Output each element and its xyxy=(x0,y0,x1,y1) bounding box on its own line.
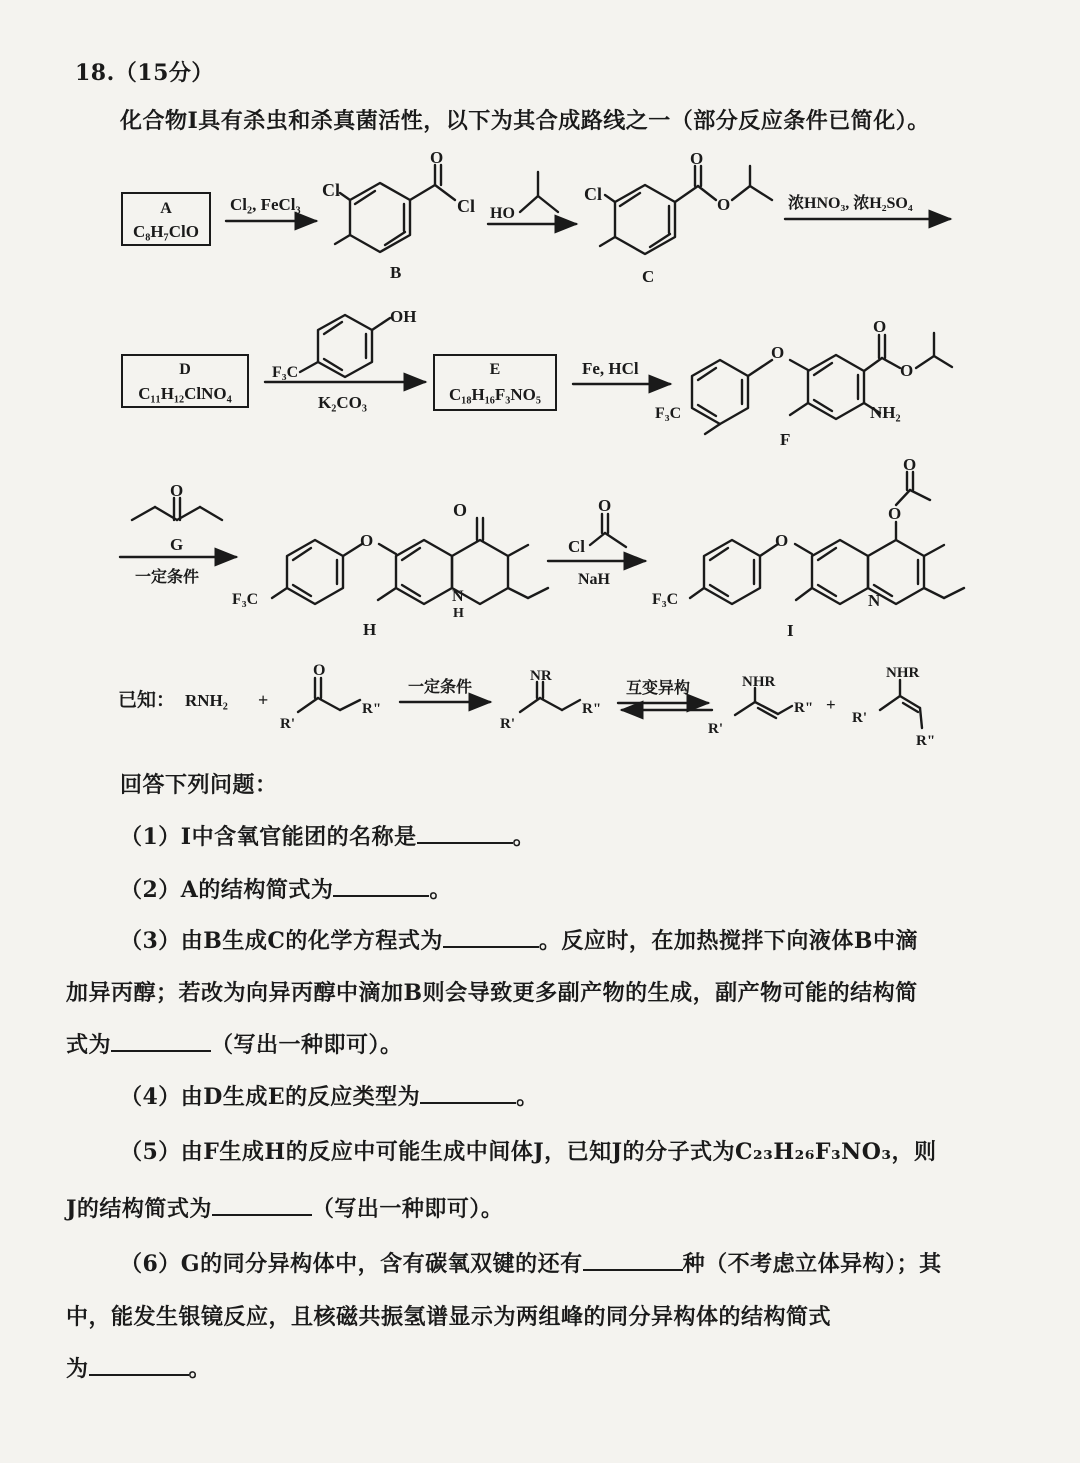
answer-prompt: 回答下列问题： xyxy=(120,772,278,798)
svg-text:已知：: 已知： xyxy=(118,690,176,711)
svg-text:N: N xyxy=(452,588,464,605)
reagent-4-phenol xyxy=(272,307,416,381)
compound-h-label: H xyxy=(363,620,377,639)
known-reaction xyxy=(118,662,935,749)
question-6-line-1: （6）G的同分异构体中，含有碳氧双键的还有 种（不考虑立体异构）；其 xyxy=(120,1251,942,1277)
svg-text:O: O xyxy=(717,195,731,214)
svg-text:Cl: Cl xyxy=(584,184,602,204)
svg-text:NHR: NHR xyxy=(742,674,776,690)
svg-text:O: O xyxy=(453,500,468,520)
question-6-line-2: 中，能发生银镜反应，且核磁共振氢谱显示为两组峰的同分异构体的结构简式 xyxy=(66,1304,832,1330)
svg-text:C₁₁H₁₂ClNO₄: C₁₁H₁₂ClNO₄ xyxy=(138,384,232,403)
svg-text:+: + xyxy=(826,695,836,714)
question-5-line-2: J的结构简式为 （写出一种即可）。 xyxy=(66,1196,504,1222)
svg-text:O: O xyxy=(771,343,785,362)
compound-c-label: C xyxy=(642,267,655,286)
compound-f-structure xyxy=(655,317,952,449)
svg-text:O: O xyxy=(313,662,326,679)
compound-a-formula: C₈H₇ClO xyxy=(133,222,199,241)
answer-blank-6a[interactable] xyxy=(583,1269,683,1271)
svg-text:+: + xyxy=(258,690,269,710)
svg-text:O: O xyxy=(360,531,374,550)
reagent-5: Fe, HCl xyxy=(582,359,639,378)
compound-e-box xyxy=(434,355,556,410)
question-3-line-3: 式为 （写出一种即可）。 xyxy=(66,1032,403,1058)
reagent-3: 浓HNO₃, 浓H₂SO₄ xyxy=(788,195,913,212)
reagent-g-structure xyxy=(132,481,222,554)
svg-text:O: O xyxy=(690,149,704,168)
svg-text:D: D xyxy=(179,361,191,378)
svg-text:R": R" xyxy=(582,701,602,717)
answer-blank-6b[interactable] xyxy=(89,1374,189,1376)
svg-text:O: O xyxy=(873,317,887,336)
svg-text:NHR: NHR xyxy=(886,665,920,681)
compound-i-label: I xyxy=(787,621,794,640)
svg-text:R': R' xyxy=(500,716,515,732)
svg-text:Cl: Cl xyxy=(568,537,585,556)
answer-blank-3b[interactable] xyxy=(111,1050,211,1052)
svg-text:R": R" xyxy=(794,700,814,716)
compound-h-structure xyxy=(232,500,548,639)
compound-c-structure xyxy=(584,149,772,286)
svg-text:R": R" xyxy=(362,701,382,717)
question-3-line-1: （3）由B生成C的化学方程式为 。反应时，在加热搅拌下向液体B中滴 xyxy=(120,928,919,954)
svg-text:Cl: Cl xyxy=(322,180,340,200)
svg-text:F₃C: F₃C xyxy=(655,405,682,422)
svg-text:R': R' xyxy=(280,716,295,732)
svg-text:N: N xyxy=(868,591,881,610)
answer-blank-5[interactable] xyxy=(212,1214,312,1216)
svg-text:O: O xyxy=(430,148,444,167)
svg-text:O: O xyxy=(775,531,789,550)
reagent-1: Cl₂, FeCl₃ xyxy=(230,195,301,214)
reagent-6: 一定条件 xyxy=(135,569,200,586)
svg-text:O: O xyxy=(170,481,184,500)
question-intro: 化合物I具有杀虫和杀真菌活性，以下为其合成路线之一（部分反应条件已简化）。 xyxy=(120,108,930,134)
svg-text:OH: OH xyxy=(390,307,417,326)
compound-g-label: G xyxy=(170,535,184,554)
question-1: （1）I中含氧官能团的名称是 。 xyxy=(120,824,536,850)
reagent-2: HO xyxy=(490,205,515,222)
svg-text:F₃C: F₃C xyxy=(652,591,679,608)
compound-i-structure xyxy=(652,455,964,640)
compound-d-box xyxy=(122,355,248,407)
svg-text:O: O xyxy=(903,455,917,474)
answer-blank-3a[interactable] xyxy=(443,946,539,948)
svg-text:R": R" xyxy=(916,733,936,749)
svg-text:O: O xyxy=(888,504,902,523)
svg-text:R': R' xyxy=(852,710,867,726)
question-number: 18.（15分） xyxy=(75,60,214,86)
reagent-7-base: NaH xyxy=(578,571,610,588)
compound-f-label: F xyxy=(780,430,791,449)
compound-a-box xyxy=(122,193,210,245)
reagent-7-acetyl-chloride xyxy=(568,496,626,556)
svg-text:O: O xyxy=(598,496,612,515)
svg-text:O: O xyxy=(900,361,914,380)
question-2: （2）A的结构简式为 。 xyxy=(120,877,452,903)
svg-text:R': R' xyxy=(708,721,723,737)
svg-text:F₃C: F₃C xyxy=(232,591,259,608)
svg-text:H: H xyxy=(453,606,464,621)
compound-b-label: B xyxy=(390,263,402,282)
answer-blank-1[interactable] xyxy=(417,842,513,844)
answer-blank-4[interactable] xyxy=(420,1102,516,1104)
svg-text:互变异构: 互变异构 xyxy=(626,680,691,697)
svg-text:RNH₂: RNH₂ xyxy=(185,691,228,710)
compound-b-structure xyxy=(322,148,475,282)
svg-text:C₁₈H₁₆F₃NO₅: C₁₈H₁₆F₃NO₅ xyxy=(449,385,541,404)
svg-text:F₃C: F₃C xyxy=(272,364,299,381)
question-4: （4）由D生成E的反应类型为 。 xyxy=(120,1084,539,1110)
svg-text:NR: NR xyxy=(530,668,552,684)
svg-text:NH₂: NH₂ xyxy=(870,403,901,422)
question-3-line-2: 加异丙醇；若改为向异丙醇中滴加B则会导致更多副产物的生成，副产物可能的结构简 xyxy=(66,980,918,1006)
answer-blank-2[interactable] xyxy=(333,895,429,897)
question-5-line-1: （5）由F生成H的反应中可能生成中间体J，已知J的分子式为C₂₃H₂₆F₃NO₃，则 xyxy=(120,1139,937,1165)
reagent-4-base: K₂CO₃ xyxy=(318,393,367,412)
question-6-line-3: 为 。 xyxy=(66,1356,212,1382)
svg-text:E: E xyxy=(489,361,501,378)
svg-text:一定条件: 一定条件 xyxy=(408,679,473,696)
svg-text:Cl: Cl xyxy=(457,196,475,216)
compound-a-label: A xyxy=(160,200,172,217)
